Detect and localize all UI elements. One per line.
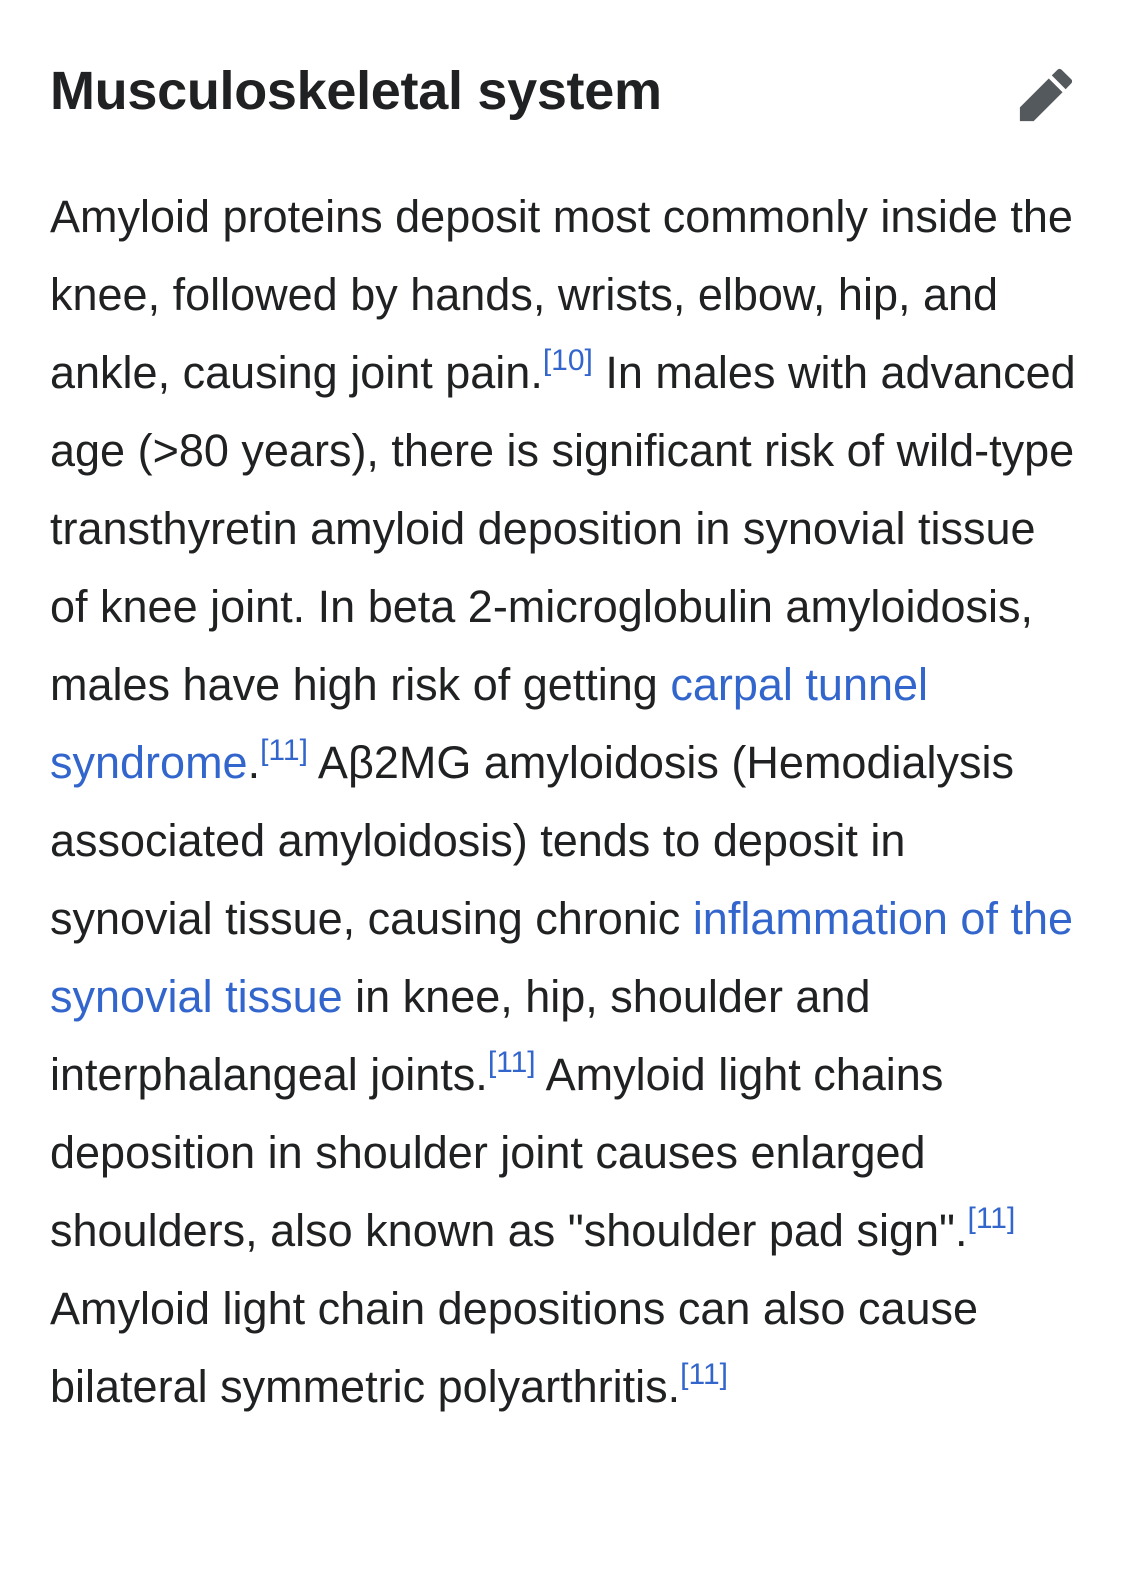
section-header [50,56,1080,132]
citation-ref[interactable]: [11] [967,1202,1016,1235]
paragraph-text: In males with advanced age (>80 years), there is significant risk of wild-type transthyretin amyloid deposition in synovial tissue of knee joint. In beta 2-microglobulin amyloidosis, males have high risk of getting [50,347,1076,710]
section-paragraph [50,178,1080,1426]
paragraph-text: in knee, hip, shoulder and interphalangeal joints. [50,971,871,1100]
paragraph-text: Amyloid light chains deposition in shoulder joint causes enlarged shoulders, also known as "shoulder pad sign". [50,1049,968,1256]
citation-ref[interactable]: [10] [542,344,593,377]
section-title: Musculoskeletal system [50,61,662,121]
paragraph-text: Aβ2MG amyloidosis (Hemodialysis associated amyloidosis) tends to deposit in synovial tissue, causing chronic [50,737,1014,944]
carpal-tunnel-syndrome-link[interactable]: carpal tunnel syndrome [50,659,929,788]
citation-ref[interactable]: [11] [680,1358,728,1391]
paragraph-text: . [247,737,261,788]
edit-section-button[interactable] [1017,66,1075,124]
pencil-icon [1017,66,1075,124]
paragraph-text: Amyloid light chain depositions can also cause bilateral symmetric polyarthritis. [50,1283,979,1412]
synovitis-link[interactable]: inflammation of the synovial tissue [50,893,1074,1022]
citation-ref[interactable]: [11] [487,1046,536,1079]
paragraph-text: Amyloid proteins deposit most commonly inside the knee, followed by hands, wrists, elbow, hip, and ankle, causing joint pain. [50,191,1073,398]
citation-ref[interactable]: [11] [260,734,308,767]
